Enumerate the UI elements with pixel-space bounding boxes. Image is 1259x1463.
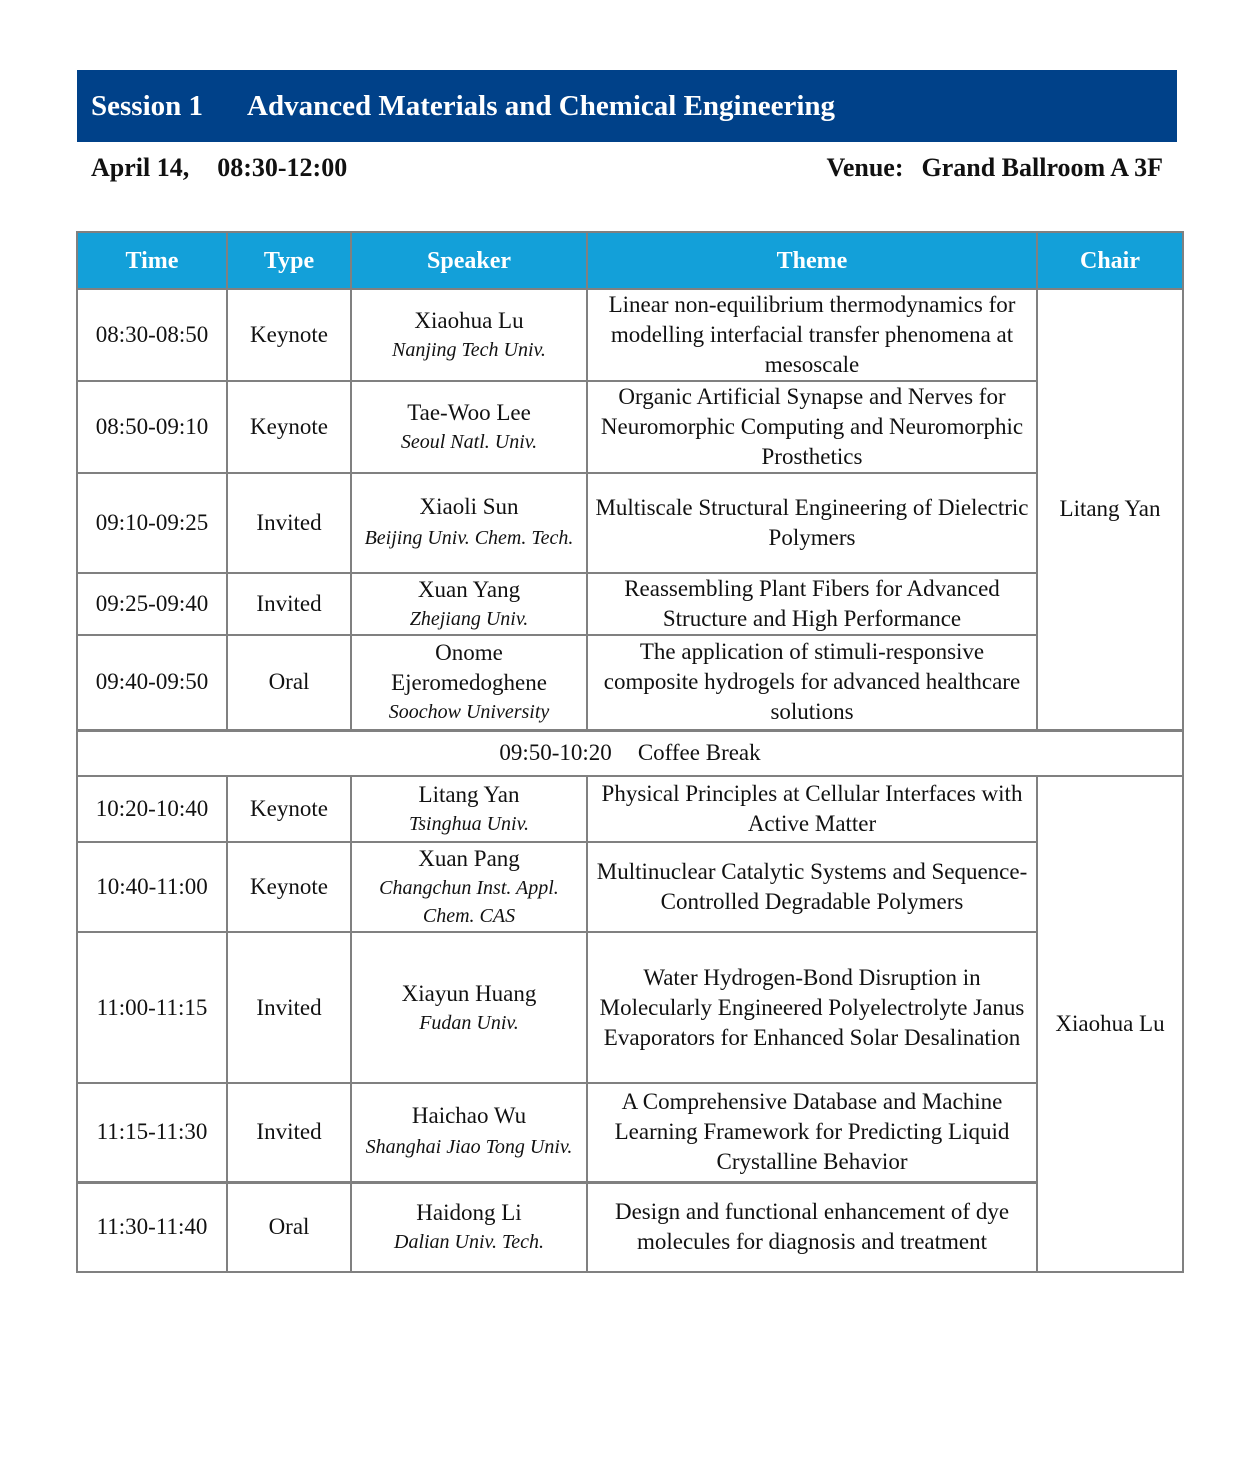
- table-row: [77, 289, 1183, 381]
- table-row: [77, 473, 1183, 573]
- speaker-name: Haidong Li: [416, 1200, 522, 1226]
- table-row: [77, 635, 1183, 730]
- theme-cell: Multiscale Structural Engineering of Dielectric Polymers: [587, 473, 1037, 573]
- venue-name: Grand Ballroom A 3F: [921, 153, 1163, 182]
- time-cell: 11:30-11:40: [77, 1182, 227, 1272]
- speaker-affiliation: Dalian Univ. Tech.: [394, 1231, 544, 1254]
- speaker-name: Xuan Yang: [417, 577, 521, 602]
- table-row: [77, 932, 1183, 1083]
- session-title: Advanced Materials and Chemical Engineering: [247, 90, 836, 122]
- speaker-affiliation: Beijing Univ. Chem. Tech.: [364, 526, 574, 549]
- table-row: [77, 381, 1183, 473]
- speaker-cell: [351, 932, 587, 1083]
- speaker-name: Xuan Pang: [418, 846, 520, 871]
- speaker-name: Xiaoli Sun: [419, 493, 519, 519]
- speaker-cell: [351, 842, 587, 932]
- theme-cell: Design and functional enhancement of dye molecules for diagnosis and treatment: [587, 1182, 1037, 1272]
- type-cell: Oral: [227, 1182, 351, 1272]
- time-cell: 08:50-09:10: [77, 381, 227, 473]
- speaker-affiliation: Shanghai Jiao Tong Univ.: [365, 1135, 573, 1158]
- header-chair: Chair: [1037, 232, 1183, 289]
- speaker-name: Onome Ejeromedoghene: [391, 640, 547, 696]
- type-cell: Oral: [227, 635, 351, 730]
- speaker-name: Haichao Wu: [411, 1102, 527, 1128]
- break-time: 09:50-10:20: [499, 740, 612, 766]
- speaker-affiliation: Nanjing Tech Univ.: [392, 339, 546, 361]
- time-cell: 09:10-09:25: [77, 473, 227, 573]
- speaker-affiliation: Tsinghua Univ.: [408, 813, 530, 835]
- chair-cell: Xiaohua Lu: [1037, 776, 1183, 1272]
- type-cell: Keynote: [227, 289, 351, 381]
- session-number: Session 1: [91, 90, 204, 122]
- theme-cell: Multinuclear Catalytic Systems and Sequence-Controlled Degradable Polymers: [587, 842, 1037, 932]
- chair-cell: Litang Yan: [1037, 289, 1183, 730]
- speaker-name: Xiaohua Lu: [414, 308, 524, 333]
- type-cell: Keynote: [227, 842, 351, 932]
- session-time: 08:30-12:00: [217, 153, 348, 182]
- type-cell: Invited: [227, 1083, 351, 1182]
- theme-cell: Organic Artificial Synapse and Nerves for Neuromorphic Computing and Neuromorphic Prosthetics: [587, 381, 1037, 473]
- schedule-table: [76, 231, 1184, 1273]
- time-cell: 11:15-11:30: [77, 1083, 227, 1182]
- type-cell: Invited: [227, 573, 351, 635]
- type-cell: Keynote: [227, 381, 351, 473]
- header-type: Type: [227, 232, 351, 289]
- speaker-cell: [351, 473, 587, 573]
- time-cell: 10:40-11:00: [77, 842, 227, 932]
- speaker-name: Tae-Woo Lee: [407, 400, 531, 425]
- break-label: Coffee Break: [637, 740, 761, 766]
- session-date-time: [91, 153, 347, 183]
- venue-label: Venue:: [826, 153, 904, 182]
- header-theme: Theme: [587, 232, 1037, 289]
- speaker-cell: [351, 776, 587, 842]
- time-cell: 09:40-09:50: [77, 635, 227, 730]
- type-cell: Invited: [227, 473, 351, 573]
- speaker-affiliation: Soochow University: [388, 701, 550, 724]
- time-cell: 08:30-08:50: [77, 289, 227, 381]
- table-row: [77, 573, 1183, 635]
- type-cell: Keynote: [227, 776, 351, 842]
- break-row: [77, 730, 1183, 776]
- speaker-cell: [351, 635, 587, 730]
- speaker-cell: [351, 573, 587, 635]
- theme-cell: A Comprehensive Database and Machine Learning Framework for Predicting Liquid Crystalline Behavior: [587, 1083, 1037, 1182]
- session-banner: [77, 70, 1177, 142]
- speaker-affiliation: Fudan Univ.: [419, 1011, 519, 1034]
- type-cell: Invited: [227, 932, 351, 1083]
- theme-cell: Water Hydrogen-Bond Disruption in Molecularly Engineered Polyelectrolyte Janus Evaporators for Enhanced Solar Desalination: [587, 932, 1037, 1083]
- speaker-name: Litang Yan: [418, 782, 520, 807]
- time-cell: 11:00-11:15: [77, 932, 227, 1083]
- speaker-cell: [351, 1182, 587, 1272]
- table-row: [77, 1182, 1183, 1272]
- theme-cell: Physical Principles at Cellular Interfaces with Active Matter: [587, 776, 1037, 842]
- header-speaker: Speaker: [351, 232, 587, 289]
- table-row: [77, 776, 1183, 842]
- header-row: [77, 232, 1183, 289]
- theme-cell: Linear non-equilibrium thermodynamics for modelling interfacial transfer phenomena at mesoscale: [587, 289, 1037, 381]
- speaker-cell: [351, 381, 587, 473]
- time-cell: 09:25-09:40: [77, 573, 227, 635]
- theme-cell: The application of stimuli-responsive composite hydrogels for advanced healthcare solutions: [587, 635, 1037, 730]
- speaker-cell: [351, 1083, 587, 1182]
- theme-cell: Reassembling Plant Fibers for Advanced Structure and High Performance: [587, 573, 1037, 635]
- header-time: Time: [77, 232, 227, 289]
- session-venue: [826, 153, 1163, 183]
- speaker-cell: [351, 289, 587, 381]
- session-date: April 14,: [91, 153, 190, 182]
- time-cell: 10:20-10:40: [77, 776, 227, 842]
- coffee-break-cell: [77, 730, 1183, 776]
- table-row: [77, 842, 1183, 932]
- table-row: [77, 1083, 1183, 1182]
- speaker-affiliation: Seoul Natl. Univ.: [400, 431, 538, 453]
- speaker-affiliation: Changchun Inst. Appl. Chem. CAS: [379, 877, 559, 927]
- speaker-affiliation: Zhejiang Univ.: [409, 608, 529, 630]
- speaker-name: Xiayun Huang: [401, 980, 537, 1006]
